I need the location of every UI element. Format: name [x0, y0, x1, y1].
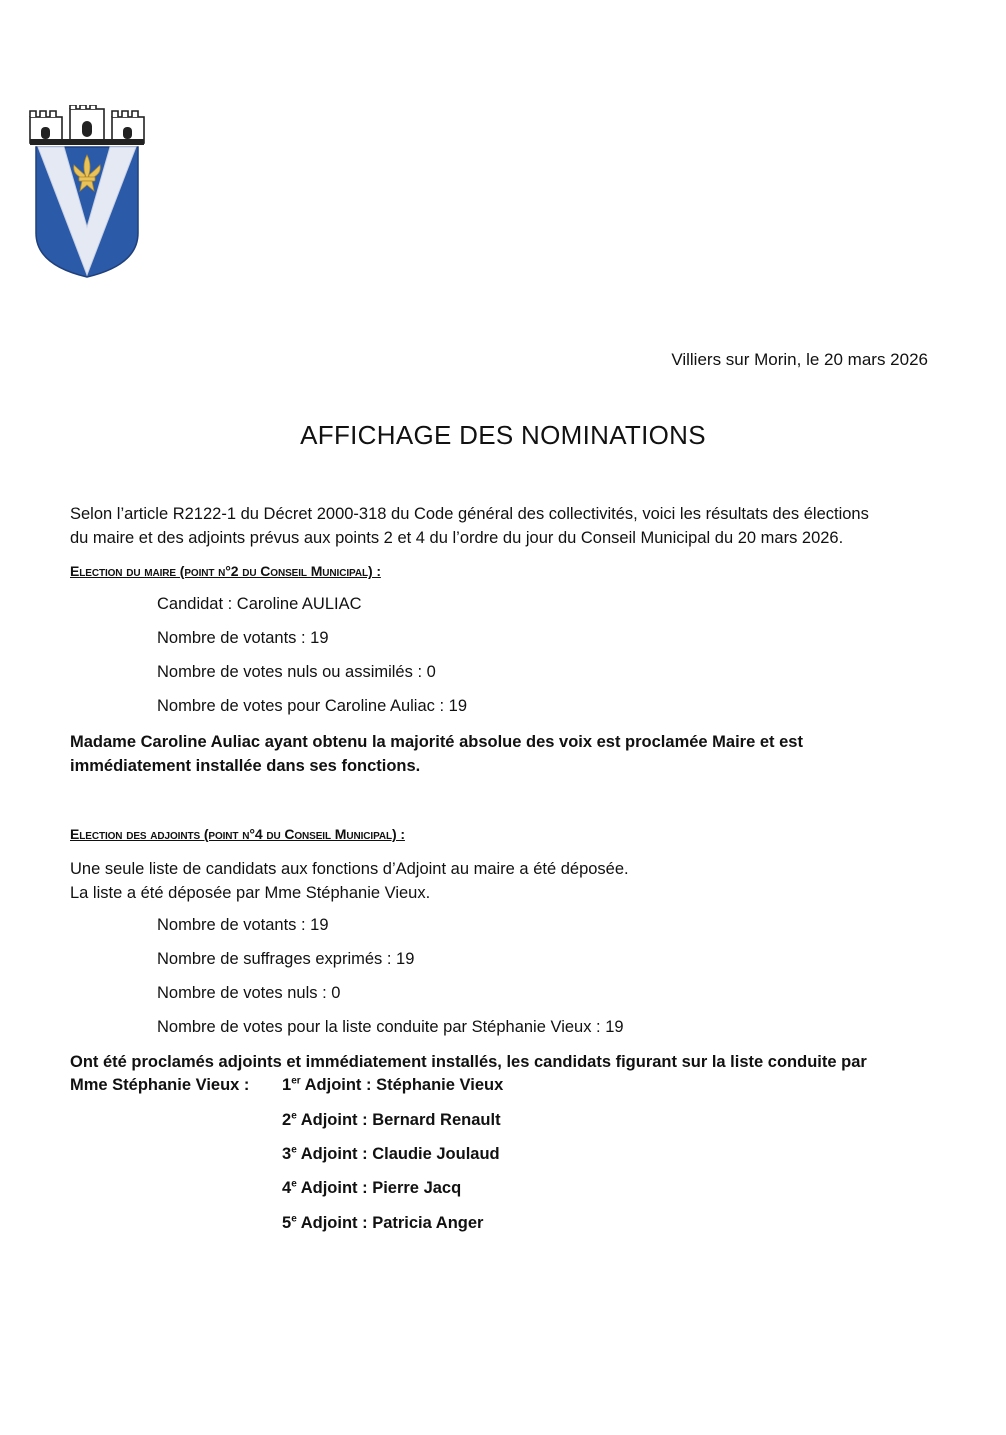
- page-title: AFFICHAGE DES NOMINATIONS: [300, 420, 706, 450]
- adjoint-list-item: 3e Adjoint : Claudie Joulaud: [282, 1144, 500, 1163]
- adjoints-expressed: Nombre de suffrages exprimés : 19: [157, 950, 415, 968]
- maire-candidate: Candidat : Caroline AULIAC: [157, 595, 362, 613]
- adjoint-list-item: 5e Adjoint : Patricia Anger: [282, 1213, 484, 1232]
- maire-voters: Nombre de votants : 19: [157, 629, 329, 647]
- intro-line-2: du maire et des adjoints prévus aux points 2 et 4 du l’ordre du jour du Conseil Municipal du 20 mars 2026.: [70, 529, 844, 547]
- adjoints-list-line-1: Une seule liste de candidats aux fonctions d’Adjoint au maire a été déposée.: [70, 860, 629, 878]
- place-date: Villiers sur Morin, le 20 mars 2026: [671, 350, 928, 369]
- adjoint-list-item: 1er Adjoint : Stéphanie Vieux: [282, 1075, 504, 1094]
- adjoint-list-item: 2e Adjoint : Bernard Renault: [282, 1110, 501, 1129]
- adjoints-proclamation-line-1: Ont été proclamés adjoints et immédiatement installés, les candidats figurant sur la liste conduite par: [70, 1053, 867, 1071]
- adjoints-null-votes: Nombre de votes nuls : 0: [157, 984, 341, 1002]
- adjoints-voters: Nombre de votants : 19: [157, 916, 329, 934]
- maire-null-votes: Nombre de votes nuls ou assimilés : 0: [157, 663, 436, 681]
- adjoints-section-heading: Election des adjoints (point n°4 du Conseil Municipal) :: [70, 826, 405, 842]
- maire-proclamation-line-1: Madame Caroline Auliac ayant obtenu la majorité absolue des voix est proclamée Maire et est: [70, 733, 803, 751]
- maire-proclamation-line-2: immédiatement installée dans ses fonctions.: [70, 757, 421, 775]
- adjoint-list-item: 4e Adjoint : Pierre Jacq: [282, 1178, 462, 1197]
- maire-section-heading: Election du maire (point n°2 du Conseil Municipal) :: [70, 563, 381, 579]
- coat-of-arms-logo: [24, 105, 150, 281]
- intro-line-1: Selon l’article R2122-1 du Décret 2000-318 du Code général des collectivités, voici les résultats des élections: [70, 505, 869, 523]
- adjoints-proclamation-prefix: Mme Stéphanie Vieux :: [70, 1076, 250, 1094]
- maire-votes-for: Nombre de votes pour Caroline Auliac : 19: [157, 697, 468, 715]
- adjoints-list-line-2: La liste a été déposée par Mme Stéphanie Vieux.: [70, 884, 431, 902]
- adjoints-votes-for: Nombre de votes pour la liste conduite par Stéphanie Vieux : 19: [157, 1018, 624, 1036]
